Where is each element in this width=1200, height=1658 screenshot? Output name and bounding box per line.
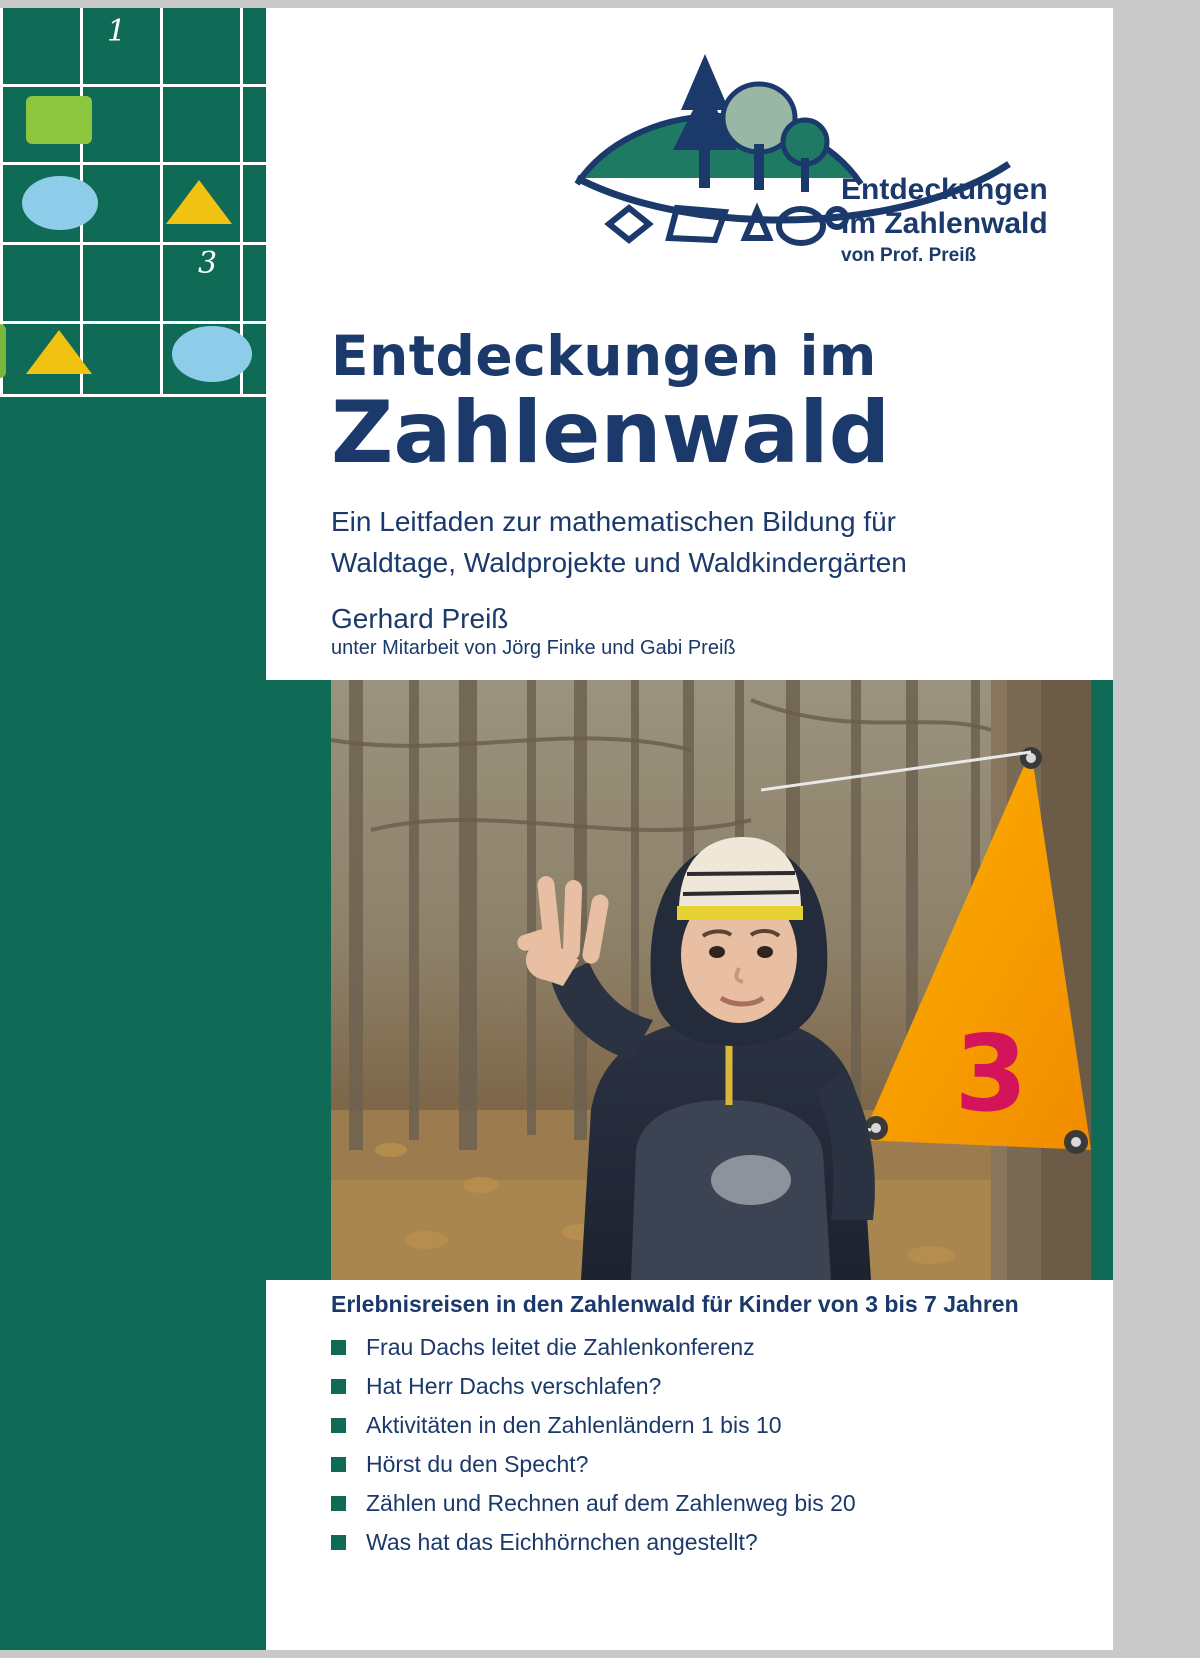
cover-contents-block (331, 1291, 1111, 1568)
spine-number-1: 1 (107, 14, 127, 49)
contents-list (331, 1334, 1111, 1556)
cover-title-line-2: Zahlenwald (331, 382, 891, 483)
list-item-label: Was hat das Eichhörnchen angestellt? (366, 1529, 758, 1555)
title-block (331, 324, 1091, 660)
logo-line-2: im Zahlenwald (841, 206, 1048, 240)
cover-photo-illustration (331, 680, 1091, 1280)
cover-subtitle (331, 502, 1091, 583)
ellipse-shape (22, 176, 98, 230)
list-item-label: Aktivitäten in den Zahlenländern 1 bis 10 (366, 1412, 782, 1438)
logo-line-3: von Prof. Preiß (841, 245, 977, 267)
cover-subtitle-line-1: Ein Leitfaden zur mathematischen Bildung für (331, 506, 896, 538)
publisher-logo (573, 38, 1093, 288)
cover-author-note: unter Mitarbeit von Jörg Finke und Gabi Preiß (331, 637, 736, 660)
cover-photo (331, 680, 1091, 1280)
list-item-label: Zählen und Rechnen auf dem Zahlenweg bis 20 (366, 1490, 856, 1516)
list-item-label: Hat Herr Dachs verschlafen? (366, 1373, 662, 1399)
svg-text:3: 3 (954, 1013, 1028, 1135)
bullet-square-icon (331, 1340, 346, 1355)
logo-text-block (841, 173, 1091, 266)
logo-line-1: Entdeckungen (841, 173, 1048, 206)
bullet-square-icon (331, 1535, 346, 1550)
square-shape (26, 96, 92, 144)
list-item-label: Hörst du den Specht? (366, 1451, 589, 1477)
list-item (331, 1373, 1111, 1400)
cover-title-line-1: Entdeckungen im (331, 324, 877, 388)
ellipse-shape (172, 326, 252, 382)
contents-heading: Erlebnisreisen in den Zahlenwald für Kinder von 3 bis 7 Jahren (331, 1291, 1019, 1317)
bullet-square-icon (331, 1457, 346, 1472)
spine-number-3: 3 (198, 246, 218, 281)
list-item (331, 1451, 1111, 1478)
triangle-shape (26, 330, 92, 374)
bullet-square-icon (331, 1379, 346, 1394)
spine-column (0, 8, 266, 1650)
book-front-cover (0, 8, 1113, 1650)
list-item (331, 1412, 1111, 1439)
list-item (331, 1529, 1111, 1556)
triangle-shape (166, 180, 232, 224)
list-item (331, 1334, 1111, 1361)
bullet-square-icon (331, 1496, 346, 1511)
list-item (331, 1490, 1111, 1517)
cover-subtitle-line-2: Waldtage, Waldprojekte und Waldkindergärten (331, 546, 907, 578)
bullet-square-icon (331, 1418, 346, 1433)
cover-author: Gerhard Preiß (331, 603, 509, 635)
list-item-label: Frau Dachs leitet die Zahlenkonferenz (366, 1334, 755, 1360)
square-shape (0, 324, 6, 378)
spine-grid-graphic (0, 8, 266, 396)
